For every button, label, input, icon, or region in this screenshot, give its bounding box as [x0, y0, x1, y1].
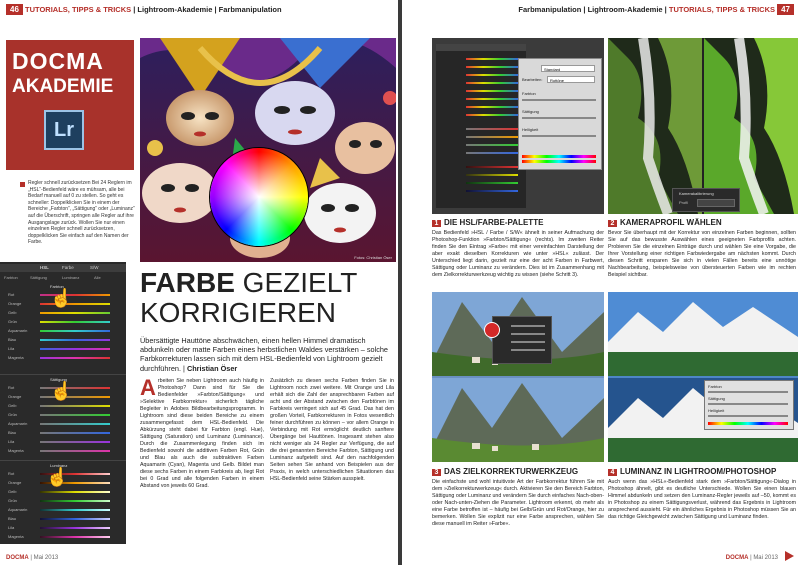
step4-text: Auch wenn das »HSL«-Bedienfeld stark dem »Farbton/Sättigung«-Dialog in Photoshop ähnelt, gibt es deutliche Unterschiede. Wollen Sie einen blauen Himmel abdunkeln und setzen den Luminanz-Regler jeweils auf –50, kommt es in Photoshop zu einem Sättigungsverlust, während das Ergebnis in Lightroom ansprechend aussieht. Für ein ähnliches Ergebnis in Photoshop müssen Sie an das richtige Gleichgewicht zwischen Sättigung und Luminanz finden.	[608, 479, 796, 520]
slider-label: Gelb	[8, 403, 17, 408]
slider-label: Lila	[8, 346, 15, 351]
lr-slider[interactable]	[466, 98, 518, 100]
ps-sat-slider[interactable]	[522, 117, 596, 119]
step2-heading	[608, 218, 796, 227]
slider-label: Magenta	[8, 534, 24, 539]
group-title[interactable]: Sättigung	[50, 377, 67, 382]
lum-dialog-light-label: Helligkeit	[708, 408, 725, 413]
ps-label-hue: Farbton	[522, 91, 536, 96]
body-column-2: Zusätzlich zu diesen sechs Farben finden Sie in Lightroom noch zwei weitere. Mit Orange und Lila erhält sich die Zahl der ansprechbaren Farben auf acht und der Abstand zwischen den Farbtönen im Farbkreis verringert sich auf 45 Grad. Das hat den großen Vorteil, Farbkorrekturen in Fotos wesentlich feiner durchführen zu können – vor allem Orange in Verbindung mit Rot ermöglicht deutlich sanftere Übergänge bei Hauttönen. Insgesamt stehen also nicht weniger als 24 Regler zur Verfügung, die auf die drei genannten Bereiche Farbton, Sättigung und Luminanz aufgeteilt sind. Auf den nachfolgenden Seiten sehen Sie anhand von Beispielen aus der Praxis, in welch unterschiedlichen Situationen das HSL-Bedienfeld seine Stärken ausspielt.	[270, 378, 394, 482]
step2-caption	[608, 218, 796, 279]
hand-cursor-icon: ☝	[46, 467, 69, 487]
hsl-panel-tabs	[0, 264, 126, 272]
step1-caption	[432, 218, 604, 279]
lr-slider[interactable]	[466, 106, 518, 108]
lightroom-logo	[44, 110, 84, 150]
sidebar-tip: Regler schnell zurücksetzen Bei 24 Reglern im „HSL“-Bedienfeld wäre es mühsam, alle bei Bedarf manuell auf 0 zu stellen. So geht es schneller: Doppelklicken Sie in einem der Bereiche „Farbton“, „Sättigung“ oder „Luminanz“ auf die Überschrift, springen alle Regler auf ihre Ausgangslage zurück. Wollen Sie nur einen einzelnen Regler schnell zurücksetzen, doppelklicken Sie einfach auf den Namen der Farbe.	[28, 180, 135, 246]
color-wheel	[210, 148, 308, 246]
article-title	[140, 268, 396, 328]
sat-slider-aquamarin[interactable]	[40, 423, 110, 425]
slider-label: Blau	[8, 430, 17, 435]
hsl-group-saettigung	[0, 374, 126, 459]
hue-slider-gelb[interactable]	[40, 312, 110, 314]
sat-slider-gelb[interactable]	[40, 405, 110, 407]
title-line2: KORRIGIEREN	[140, 297, 337, 328]
left-header	[6, 4, 282, 17]
right-footer: DOCMA | Mai 2013	[725, 555, 778, 561]
slider-label: Aquamarin	[8, 507, 28, 512]
badge-line2: AKADEMIE	[12, 76, 114, 97]
hue-slider-blau[interactable]	[40, 339, 110, 341]
step1-title: DIE HSL/FARBE-PALETTE	[444, 218, 544, 227]
slider-label: Gelb	[8, 489, 17, 494]
slider-label: Grün	[8, 498, 17, 503]
step3-title: DAS ZIELKORREKTURWERKZEUG	[444, 467, 579, 476]
calibration-title: Kamerakalibrierung	[679, 191, 714, 196]
target-adjust-panel	[492, 316, 552, 364]
right-footer-issue: Mai 2013	[753, 555, 778, 561]
left-footer: DOCMA | Mai 2013	[6, 555, 59, 561]
hsl-tab-farbe[interactable]: Farbe	[62, 265, 74, 270]
photo-credit: Fotos: Christian Öser	[354, 255, 392, 260]
dropcap: A	[140, 375, 156, 400]
lum-dialog-sat-slider[interactable]	[708, 403, 788, 405]
hsl-tab-hsl[interactable]: HSL	[40, 265, 49, 270]
docma-akademie-badge	[6, 40, 134, 170]
slider-label: Rot	[8, 385, 15, 390]
step2-title: KAMERAPROFIL WÄHLEN	[620, 218, 722, 227]
slider-label: Magenta	[8, 355, 24, 360]
lr-slider[interactable]	[466, 166, 518, 168]
body-col1-text	[140, 375, 264, 490]
slider-label: Blau	[8, 516, 17, 521]
lead-text: Übersättigte Hauttöne abschwächen, einen hellen Himmel dramatisch abdunkeln oder matte Farben eines herbstlichen Waldes verstärken – solche Farbkorrekturen lassen sich mit dem HSL-Bedienfeld von Lightroom gezielt durchführen.	[140, 336, 388, 373]
hsl-subtab-farbton[interactable]: Farbton	[4, 275, 18, 280]
step3-caption	[432, 467, 604, 528]
lr-slider[interactable]	[466, 136, 518, 138]
hand-cursor-icon: ☝	[50, 381, 73, 401]
lum-slider-blau[interactable]	[40, 518, 110, 520]
hsl-tab-sw[interactable]: S/W	[90, 265, 99, 270]
right-page	[402, 0, 800, 565]
hand-cursor-icon: ☝	[50, 288, 73, 308]
target-adjust-tool-icon[interactable]	[484, 322, 500, 338]
lr-slider[interactable]	[466, 58, 518, 60]
step1-number: 1	[432, 220, 441, 227]
sat-slider-blau[interactable]	[40, 432, 110, 434]
hue-slider-gruen[interactable]	[40, 321, 110, 323]
group-title[interactable]: Luminanz	[50, 463, 68, 468]
hsl-subtab-alle[interactable]: Alle	[94, 275, 101, 280]
ps-hue-slider[interactable]	[522, 99, 596, 101]
slider-label: Orange	[8, 394, 22, 399]
lr-slider[interactable]	[466, 152, 518, 154]
right-footer-brand: DOCMA	[725, 555, 749, 561]
slider-label: Grün	[8, 319, 17, 324]
title-rest: GEZIELT	[234, 267, 358, 298]
article-lead	[140, 336, 394, 373]
step2-number: 2	[608, 220, 617, 227]
hue-slider-aquamarin[interactable]	[40, 330, 110, 332]
right-page-number: 47	[777, 4, 794, 15]
lr-slider[interactable]	[466, 174, 518, 176]
hsl-panel-screenshot	[0, 262, 126, 544]
ps-edit-dropdown[interactable]: Rottöne	[547, 76, 595, 83]
hsl-subtab-saettigung[interactable]: Sättigung	[30, 275, 47, 280]
ps-label-sat: Sättigung	[522, 109, 539, 114]
lr-slider[interactable]	[466, 90, 518, 92]
profile-dropdown[interactable]	[697, 199, 735, 207]
color-wheel-center	[210, 148, 308, 246]
slider-label: Aquamarin	[8, 328, 28, 333]
ps-spectrum-bar-2	[522, 160, 596, 163]
title-bold: FARBE	[140, 267, 235, 298]
camera-calibration-panel	[672, 188, 740, 212]
lr-slider[interactable]	[466, 66, 518, 68]
lum-slider-aquamarin[interactable]	[40, 509, 110, 511]
step3-heading	[432, 467, 604, 476]
lum-dialog-sat-label: Sättigung	[708, 396, 725, 401]
hsl-group-luminanz	[0, 460, 126, 544]
step1-text: Das Bedienfeld »HSL / Farbe / S/W« ähnelt in seiner Aufmachung der Photoshop-Funktion »Farbton/Sättigung« (rechts). Im zweiten Reiter finden Sie den Eintrag »Farbe« mit einer vereinfachten Darstellung der aber exakt dieselben Korrekturen wie unter »HSL« zulässt. Der Unterschied liegt darin, gezielt nur eine der acht Farben in Farbwert, Sättigung oder Luminanz zu verändern. Dies ist im Zusammenhang mit dem Zielkorrekturwerkzeug wichtig zu wissen (siehe Schritt 3).	[432, 230, 604, 278]
lum-slider-gruen[interactable]	[40, 500, 110, 502]
right-header-rest: Farbmanipulation | Lightroom-Akademie |	[518, 5, 667, 14]
left-footer-brand: DOCMA	[6, 555, 29, 561]
slider-label: Orange	[8, 301, 22, 306]
ps-spectrum-bar	[522, 155, 596, 158]
hue-slider-lila[interactable]	[40, 348, 110, 350]
step3-text: Die einfachste und wohl intuitivste Art der Farbkorrektur führen Sie mit dem »Zielkorrekturwerkzeug« durch. Aktivieren Sie den Bereich Farbton, Sättigung oder Luminanz und verändern Sie durch einfaches Nach-oben- oder Nach-unten-Ziehen die Parameter. Lightroom erkennt, ob mehr als eine Farbe betroffen ist – häufig bei Gelb/Grün und Rot/Orange, hier zu bemerken. Wollen Sie explizit nur eine Farbe ansprechen, wählen Sie diese manuell im Reiter »Farbe«.	[432, 479, 604, 527]
lr-slider[interactable]	[466, 190, 518, 192]
tip-bullet-icon	[20, 182, 25, 187]
right-header	[518, 4, 794, 17]
lake-illustration	[608, 292, 798, 462]
slider-label: Lila	[8, 525, 15, 530]
step4-number: 4	[608, 469, 617, 476]
lum-slider-magenta[interactable]	[40, 536, 110, 538]
left-page	[0, 0, 398, 565]
luminance-dialog	[704, 380, 794, 430]
step4-heading	[608, 467, 796, 476]
step4-lake-photos	[608, 292, 798, 462]
step3-number: 3	[432, 469, 441, 476]
lum-slider-lila[interactable]	[40, 527, 110, 529]
hsl-group-farbton	[0, 284, 126, 368]
ps-dialog	[518, 58, 602, 170]
venetian-masks-photo	[140, 38, 396, 262]
lightroom-logo-text: Lr	[54, 119, 74, 141]
slider-label: Aquamarin	[8, 421, 28, 426]
ps-light-slider[interactable]	[522, 135, 596, 137]
hsl-subtab-luminanz[interactable]: Luminanz	[62, 275, 80, 280]
sat-slider-magenta[interactable]	[40, 450, 110, 452]
target-adjust-slider[interactable]	[511, 341, 545, 343]
lr-slider[interactable]	[466, 182, 518, 184]
slider-label: Gelb	[8, 310, 17, 315]
badge-line1: DOCMA	[12, 48, 104, 74]
slider-label: Grün	[8, 412, 17, 417]
step3-village-photos	[432, 292, 604, 462]
profile-label: Profil	[679, 200, 689, 205]
ps-dropdown[interactable]: Standard	[541, 65, 595, 72]
slider-label: Rot	[8, 471, 15, 476]
lr-slider[interactable]	[466, 144, 518, 146]
step4-caption	[608, 467, 796, 521]
col1-text: rbeiten Sie neben Lightroom auch häufig in Photoshop? Dann sind für Sie die Bedienfelder »Farbton/Sättigung« und »Selektive Farbkorrektur« sicherlich tägliche Begleiter in Adobes Bildbearbeitungsprogramm. In Lightroom sind diese beiden Bereiche zu einem zusammengefasst: dem HSL-Bedienfeld. Die Abkürzung steht dabei für Farbton (engl. Hue), Sättigung (Saturation) und Luminanz (Luminance). Durch die Zusammenlegung finden sich im Bedienfeld sowohl die additiven Farben Rot, Grün und Blau als auch die subtraktiven Farben Aquamarin (Cyan), Magenta und Gelb. Bildet man diese sechs Farben in einem Farbkreis ab, liegt Rot bei 0 Grad und alle folgenden Farben in einem Abstand von jeweils 60 Grad.	[140, 378, 264, 489]
lr-slider[interactable]	[466, 74, 518, 76]
left-footer-issue: Mai 2013	[33, 555, 59, 561]
lead-sep: |	[183, 363, 185, 373]
lr-panel	[436, 44, 526, 208]
step2-waterfall-photos	[608, 38, 798, 214]
author-name: Christian Öser	[186, 363, 238, 373]
lum-dialog-spectrum	[708, 422, 788, 425]
ps-edit-label: Bearbeiten:	[522, 77, 543, 82]
lum-dialog-hue-slider[interactable]	[708, 391, 788, 393]
lr-slider[interactable]	[466, 114, 518, 116]
lum-dialog-hue-label: Farbton	[708, 384, 722, 389]
next-page-arrow-icon[interactable]	[785, 551, 794, 561]
target-adjust-slider[interactable]	[511, 349, 545, 351]
step4-title: LUMINANZ IN LIGHTROOM/PHOTOSHOP	[620, 467, 777, 476]
sat-slider-gruen[interactable]	[40, 414, 110, 416]
step2-text: Bevor Sie überhaupt mit der Korrektur von einzelnen Farben beginnen, sollten Sie auf das bewusste Auswählen eines geeigneten Farbprofils achten. Probieren Sie die einzelnen Einträge durch und wählen Sie eine Vorgabe, die Ihrer Vorstellung einer richtigen Farbwiedergabe am nächsten kommt. Durch diesen Schritt ersparen Sie sich in vielen Fällen bereits eine unnötige Nachbearbeitung, beispielsweise von übersteuerten Farben wie im rechten Beispiel sichtbar.	[608, 230, 796, 278]
hsl-panel-subtabs	[0, 274, 126, 282]
step1-screenshot	[432, 38, 604, 214]
lr-panel-bar	[436, 44, 526, 51]
slider-label: Rot	[8, 292, 15, 297]
title-line1	[140, 268, 396, 298]
lr-slider[interactable]	[466, 128, 518, 130]
lum-dialog-light-slider[interactable]	[708, 415, 788, 417]
left-header-rest: | Lightroom-Akademie | Farbmanipulation	[133, 5, 282, 14]
slider-label: Lila	[8, 439, 15, 444]
slider-label: Orange	[8, 480, 22, 485]
slider-label: Blau	[8, 337, 17, 342]
body-column-1	[140, 375, 264, 490]
left-page-number: 46	[6, 4, 23, 15]
right-header-section: TUTORIALS, TIPPS & TRICKS	[668, 5, 775, 14]
lr-slider[interactable]	[466, 82, 518, 84]
ps-label-light: Helligkeit	[522, 127, 539, 132]
slider-label: Magenta	[8, 448, 24, 453]
sat-slider-lila[interactable]	[40, 441, 110, 443]
hue-slider-magenta[interactable]	[40, 357, 110, 359]
left-header-section: TUTORIALS, TIPPS & TRICKS	[25, 5, 132, 14]
lum-slider-gelb[interactable]	[40, 491, 110, 493]
target-adjust-slider[interactable]	[511, 325, 545, 327]
step1-heading	[432, 218, 604, 227]
target-adjust-slider[interactable]	[511, 333, 545, 335]
group-title[interactable]: Farbton	[50, 284, 64, 289]
